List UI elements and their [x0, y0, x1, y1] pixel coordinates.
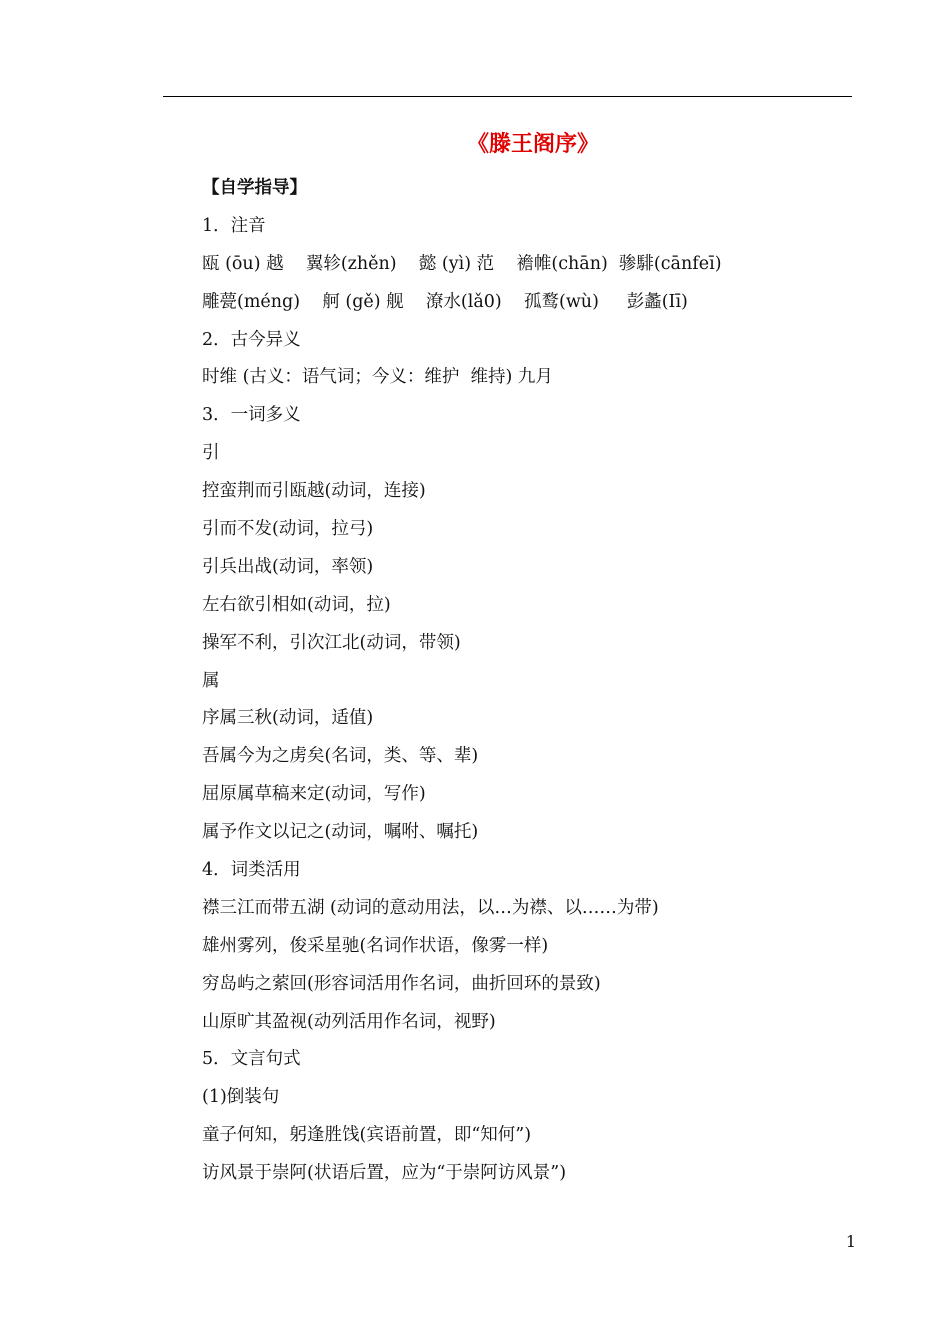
text-line: 操军不利，引次江北(动词，带领) [202, 632, 461, 653]
text-line: 控蛮荆而引瓯越(动词，连接) [202, 481, 426, 502]
subsection-heading: 4．词类活用 [202, 860, 301, 881]
text-line: 穷岛屿之萦回(形容词活用作名词，曲折回环的景致) [202, 973, 601, 994]
page-number: 1 [845, 1232, 856, 1251]
text-line: 瓯 (ōu) 越 翼轸(zhěn) 懿 (yì) 范 襜帷(chān) 骖騑(cānfeī) [202, 253, 722, 274]
document-body [202, 170, 882, 1193]
text-line: 时维 (古义：语气词；今义：维护 维持) 九月 [202, 367, 553, 388]
text-line: 引 [202, 443, 220, 464]
text-line: (1)倒装句 [202, 1087, 280, 1108]
text-line: 童子何知，躬逢胜饯(宾语前置，即“知何”) [202, 1125, 532, 1146]
text-line: 访风景于崇阿(状语后置，应为“于崇阿访风景”) [202, 1163, 567, 1184]
text-line: 序属三秋(动词，适值) [202, 708, 374, 729]
text-line: 雕甍(méng) 舸 (gě) 舰 潦水(lǎ0) 孤鹜(wù) 彭蠡(Iī) [202, 291, 688, 312]
subsection-heading: 2．古今异义 [202, 329, 301, 350]
document-title: 《滕王阁序》 [466, 132, 599, 157]
subsection-heading: 3．一词多义 [202, 405, 301, 426]
section-heading: 【自学指导】 [202, 178, 307, 198]
text-line: 引而不发(动词，拉弓) [202, 519, 374, 540]
text-line: 雄州雾列，俊采星驰(名词作状语，像雾一样) [202, 935, 549, 956]
text-line: 左右欲引相如(动词，拉) [202, 594, 391, 615]
text-line: 引兵出战(动词，率领) [202, 556, 374, 577]
text-line: 山原旷其盈视(动列活用作名词，视野) [202, 1011, 496, 1032]
header-rule [163, 96, 852, 97]
text-line: 属予作文以记之(动词，嘱咐、嘱托) [202, 822, 479, 843]
text-line: 吾属今为之虏矣(名词，类、等、辈) [202, 746, 479, 767]
text-line: 屈原属草稿来定(动词，写作) [202, 784, 426, 805]
text-line: 属 [202, 670, 220, 691]
subsection-heading: 1．注音 [202, 215, 266, 236]
text-line: 襟三江而带五湖 (动词的意动用法，以…为襟、以……为带) [202, 897, 659, 918]
subsection-heading: 5．文言句式 [202, 1049, 301, 1070]
